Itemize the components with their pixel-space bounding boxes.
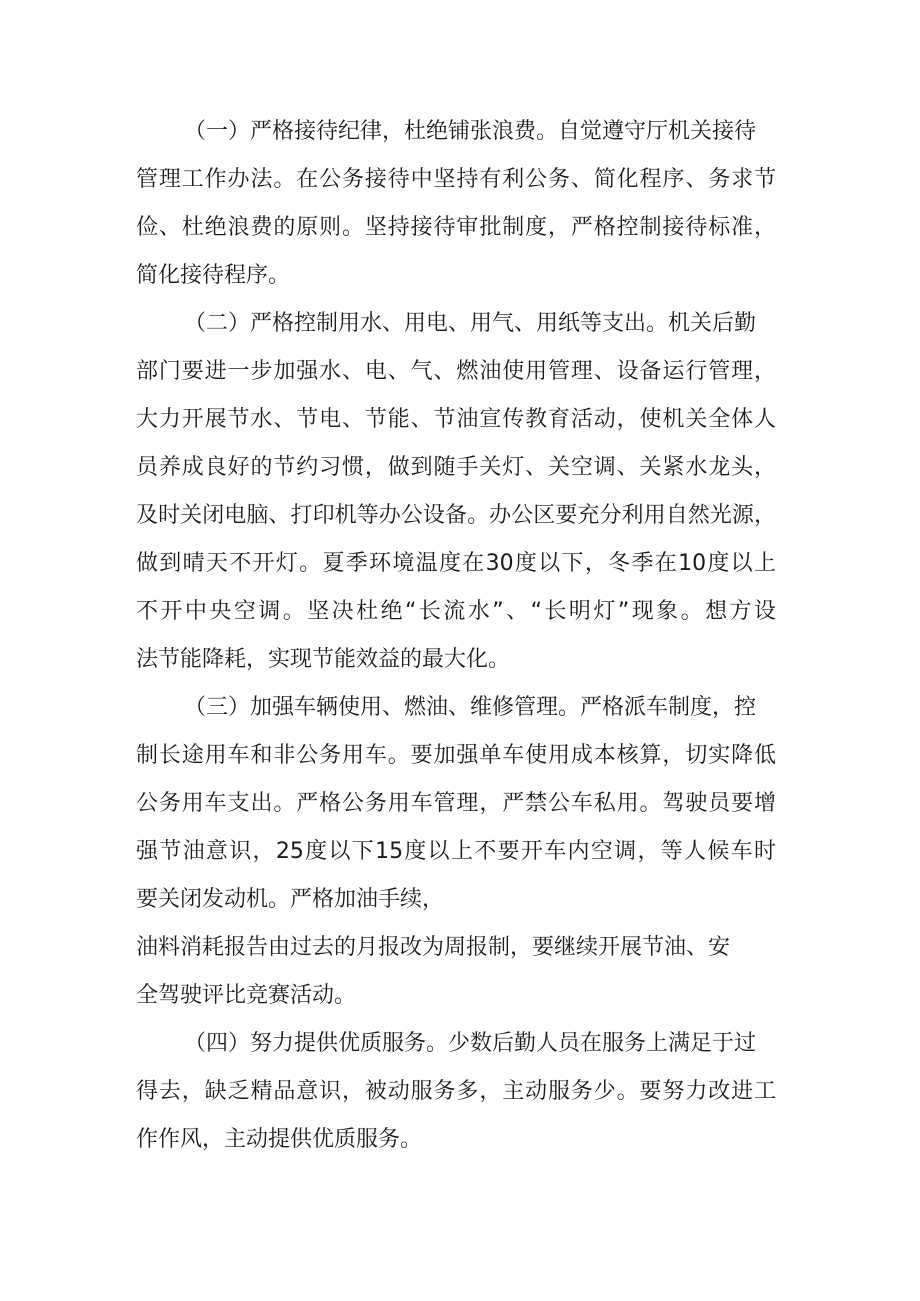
paragraph-3-line-5: 要关闭发动机。严格加油手续， [136,887,445,912]
paragraph-4-line-3: 作作风，主动提供优质服务。 [136,1127,423,1152]
paragraph-3-line-7: 全驾驶评比竞赛活动。 [136,983,357,1008]
paragraph-4-line-2: 得去，缺乏精品意识，被动服务多，主动服务少。要努力改进工 [136,1079,776,1104]
paragraph-2-line-7: 不开中央空调。坚决杜绝“长流水”、“长明灯”现象。想方设 [136,599,776,624]
paragraph-1-line-2: 管理工作办法。在公务接待中坚持有利公务、简化程序、务求节 [136,167,776,192]
paragraph-2-line-6: 做到晴天不开灯。夏季环境温度在30度以下，冬季在10度以上 [136,551,776,576]
paragraph-2-line-3: 大力开展节水、节电、节能、节油宣传教育活动，使机关全体人 [136,407,776,432]
paragraph-2-line-8: 法节能降耗，实现节能效益的最大化。 [136,647,511,672]
paragraph-4-line-1: （四）努力提供优质服务。少数后勤人员在服务上满足于过 [184,1031,757,1056]
paragraph-3-line-3: 公务用车支出。严格公务用车管理，严禁公车私用。驾驶员要增 [136,791,776,816]
paragraph-1-line-4: 简化接待程序。 [136,263,291,288]
paragraph-2-line-1: （二）严格控制用水、用电、用气、用纸等支出。机关后勤 [184,311,757,336]
paragraph-3-line-2: 制长途用车和非公务用车。要加强单车使用成本核算，切实降低 [136,743,776,768]
paragraph-3-line-1: （三）加强车辆使用、燃油、维修管理。严格派车制度，控 [184,695,757,720]
paragraph-2-line-5: 及时关闭电脑、打印机等办公设备。办公区要充分利用自然光源， [136,503,776,528]
paragraph-1-line-1: （一）严格接待纪律，杜绝铺张浪费。自觉遵守厅机关接待 [184,119,757,144]
paragraph-3-line-4: 强节油意识，25度以下15度以上不要开车内空调，等人候车时 [136,839,776,864]
paragraph-2-line-4: 员养成良好的节约习惯，做到随手关灯、关空调、关紧水龙头， [136,455,776,480]
paragraph-3-line-6: 油料消耗报告由过去的月报改为周报制，要继续开展节油、安 [136,935,731,960]
paragraph-1-line-3: 俭、杜绝浪费的原则。坚持接待审批制度，严格控制接待标准， [136,215,776,240]
paragraph-2-line-2: 部门要进一步加强水、电、气、燃油使用管理、设备运行管理， [136,359,776,384]
